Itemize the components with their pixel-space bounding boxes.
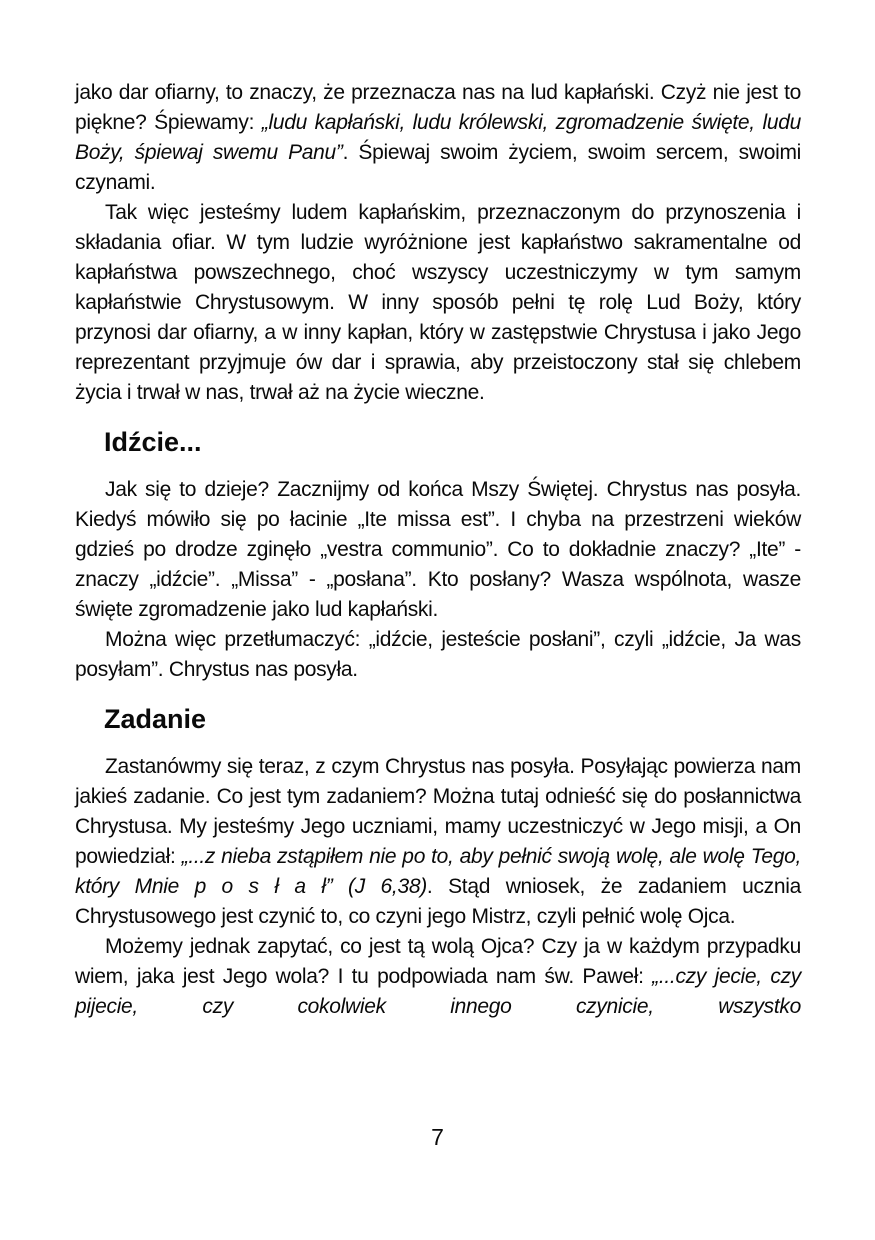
body-text: Można więc przetłumaczyć: „idźcie, jesteście posłani”, czyli „idźcie, Ja was posyłam”. Chrystus nas posyła. bbox=[75, 628, 801, 681]
body-text: Możemy jednak zapytać, co jest tą wolą Ojca? Czy ja w każdym przypadku wiem, jaka jest Jego wola? I tu podpowiada nam św. Paweł: bbox=[75, 935, 801, 988]
paragraph bbox=[75, 78, 801, 198]
body-text: . Stąd wniosek, że zadaniem ucznia Chrystusowego jest czynić to, co czyni jego Mistrz, czyli pełnić wolę Ojca. bbox=[75, 875, 801, 928]
body-text: Tak więc jesteśmy ludem kapłańskim, przeznaczonym do przynoszenia i składania ofiar. W tym ludzie wyróżnione jest kapłaństwo sakramentalne od kapłaństwa powszechnego, choć wszyscy uczestniczymy w tym samym kapłaństwie Chrystusowym. W inny sposób pełni tę rolę Lud Boży, który przynosi dar ofiarny, a w inny kapłan, który w zastępstwie Chrystusa i jako Jego reprezentant przyjmuje ów dar i sprawia, aby przeistoczony stał się chlebem życia i trwał w nas, trwał aż na życie wieczne. bbox=[75, 201, 801, 404]
page-number: 7 bbox=[431, 1124, 444, 1150]
quote-text: „ludu kapłański, ludu królewski, zgromadzenie święte, ludu Boży, śpiewaj swemu Panu” bbox=[75, 111, 801, 164]
paragraph bbox=[75, 932, 801, 1022]
paragraph bbox=[75, 198, 801, 408]
text-block bbox=[75, 78, 801, 1022]
body-text: . Śpiewaj swoim życiem, swoim sercem, swoimi czynami. bbox=[75, 141, 801, 194]
section-heading: Idźcie... bbox=[104, 427, 202, 457]
section-heading: Zadanie bbox=[104, 704, 207, 734]
body-text: Jak się to dzieje? Zacznijmy od końca Mszy Świętej. Chrystus nas posyła. Kiedyś mówiło się po łacinie „Ite missa est”. I chyba na przestrzeni wieków gdzieś po drodze zginęło „vestra communio”. Co to dokładnie znaczy? „Ite” - znaczy „idźcie”. „Missa” - „posłana”. Kto posłany? Wasza wspólnota, wasze święte zgromadzenie jako lud kapłański. bbox=[75, 478, 801, 621]
paragraph bbox=[75, 625, 801, 685]
quote-text: „...z nieba zstąpiłem nie po to, aby pełnić swoją wolę, ale wolę Tego, który Mnie p o s ł a ł” (J 6,38) bbox=[75, 845, 801, 898]
paragraph bbox=[75, 752, 801, 932]
paragraph bbox=[75, 475, 801, 625]
body-text: jako dar ofiarny, to znaczy, że przeznacza nas na lud kapłański. Czyż nie jest to piękne? Śpiewamy: bbox=[75, 81, 801, 134]
body-text: Zastanówmy się teraz, z czym Chrystus nas posyła. Posyłając powierza nam jakieś zadanie. Co jest tym zadaniem? Można tutaj odnieść się do posłannictwa Chrystusa. My jesteśmy Jego uczniami, mamy uczestniczyć w Jego misji, a On powiedział: bbox=[75, 755, 801, 868]
quote-text: „...czy jecie, czy pijecie, czy cokolwiek innego czynicie, wszystko bbox=[75, 965, 801, 1018]
